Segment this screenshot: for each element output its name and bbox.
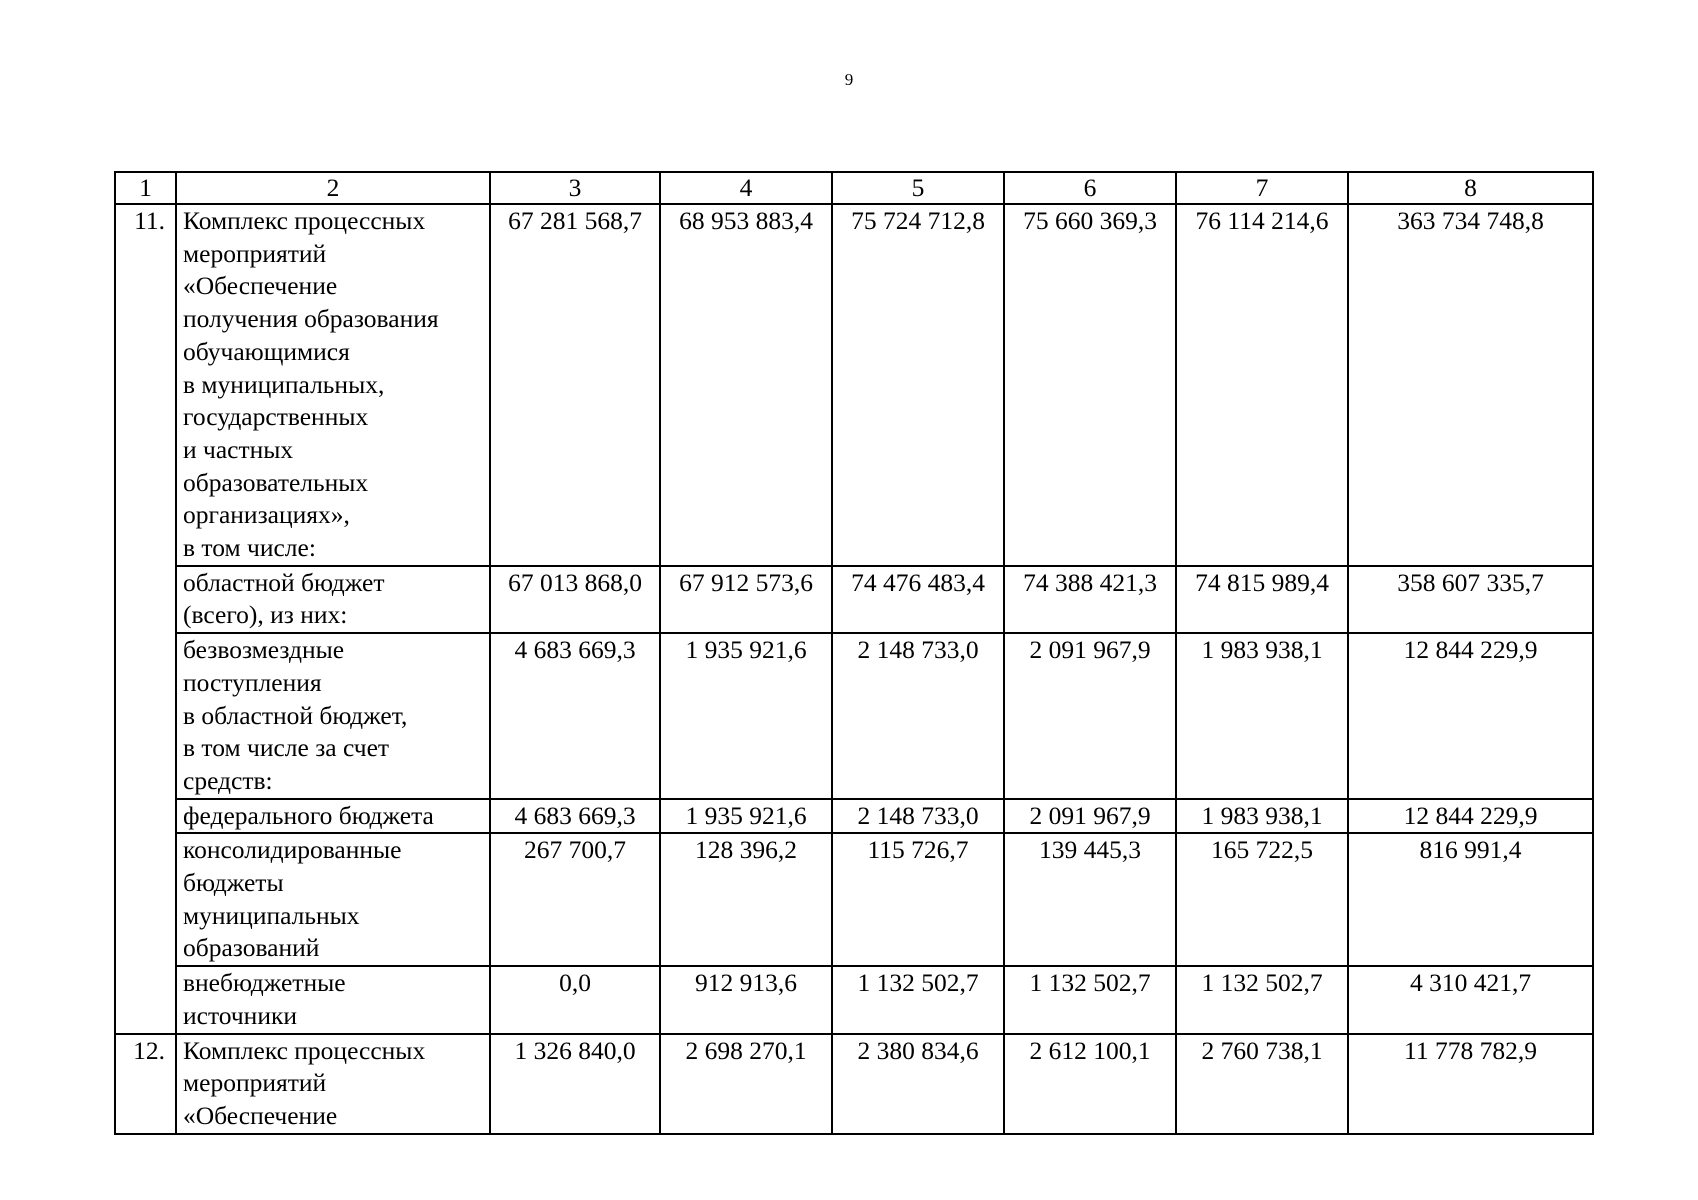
header-cell: 7 [1176,172,1348,204]
value-cell: 67 281 568,7 [490,204,660,566]
table-row [115,633,1593,799]
value-cell: 74 388 421,3 [1004,566,1176,633]
header-cell: 5 [832,172,1004,204]
value-cell: 2 148 733,0 [832,633,1004,799]
table-row [115,966,1593,1033]
value-cell: 1 132 502,7 [1176,966,1348,1033]
value-cell: 1 132 502,7 [1004,966,1176,1033]
value-cell: 75 724 712,8 [832,204,1004,566]
value-cell: 2 760 738,1 [1176,1034,1348,1134]
value-cell: 1 326 840,0 [490,1034,660,1134]
value-cell: 2 148 733,0 [832,799,1004,834]
value-cell: 67 912 573,6 [660,566,832,633]
total-cell: 4 310 421,7 [1348,966,1593,1033]
value-cell: 1 983 938,1 [1176,633,1348,799]
value-cell: 74 476 483,4 [832,566,1004,633]
value-cell: 1 983 938,1 [1176,799,1348,834]
table-header-row [115,172,1593,204]
row-label: внебюджетные источники [176,966,490,1033]
value-cell: 912 913,6 [660,966,832,1033]
value-cell: 1 935 921,6 [660,799,832,834]
header-cell: 2 [176,172,490,204]
table-row [115,1034,1593,1134]
table-row [115,833,1593,966]
value-cell: 2 091 967,9 [1004,799,1176,834]
value-cell: 2 091 967,9 [1004,633,1176,799]
header-cell: 1 [115,172,176,204]
total-cell: 358 607 335,7 [1348,566,1593,633]
value-cell: 165 722,5 [1176,833,1348,966]
value-cell: 267 700,7 [490,833,660,966]
value-cell: 128 396,2 [660,833,832,966]
header-cell: 4 [660,172,832,204]
page-number: 9 [844,70,854,89]
header-cell: 3 [490,172,660,204]
value-cell: 67 013 868,0 [490,566,660,633]
value-cell: 2 380 834,6 [832,1034,1004,1134]
value-cell: 76 114 214,6 [1176,204,1348,566]
table-row [115,799,1593,834]
row-number: 12. [115,1034,176,1134]
row-label: безвозмездные поступления в областной бюджет, в том числе за счет средств: [176,633,490,799]
value-cell: 2 612 100,1 [1004,1034,1176,1134]
budget-table [114,171,1594,1135]
total-cell: 12 844 229,9 [1348,799,1593,834]
value-cell: 1 935 921,6 [660,633,832,799]
value-cell: 4 683 669,3 [490,799,660,834]
value-cell: 74 815 989,4 [1176,566,1348,633]
row-label: областной бюджет (всего), из них: [176,566,490,633]
value-cell: 1 132 502,7 [832,966,1004,1033]
value-cell: 139 445,3 [1004,833,1176,966]
total-cell: 11 778 782,9 [1348,1034,1593,1134]
total-cell: 12 844 229,9 [1348,633,1593,799]
table-row [115,204,1593,566]
total-cell: 816 991,4 [1348,833,1593,966]
row-label: консолидированные бюджеты муниципальных образований [176,833,490,966]
value-cell: 2 698 270,1 [660,1034,832,1134]
value-cell: 4 683 669,3 [490,633,660,799]
value-cell: 68 953 883,4 [660,204,832,566]
total-cell: 363 734 748,8 [1348,204,1593,566]
value-cell: 75 660 369,3 [1004,204,1176,566]
row-label: Комплекс процессных мероприятий «Обеспечение [176,1034,490,1134]
row-number: 11. [115,204,176,1034]
value-cell: 0,0 [490,966,660,1033]
value-cell: 115 726,7 [832,833,1004,966]
row-label: Комплекс процессных мероприятий «Обеспечение получения образования обучающимися в муниципальных, государственных и частных образовательных организациях», в том числе: [176,204,490,566]
header-cell: 8 [1348,172,1593,204]
header-cell: 6 [1004,172,1176,204]
row-label: федерального бюджета [176,799,490,834]
table-row [115,566,1593,633]
